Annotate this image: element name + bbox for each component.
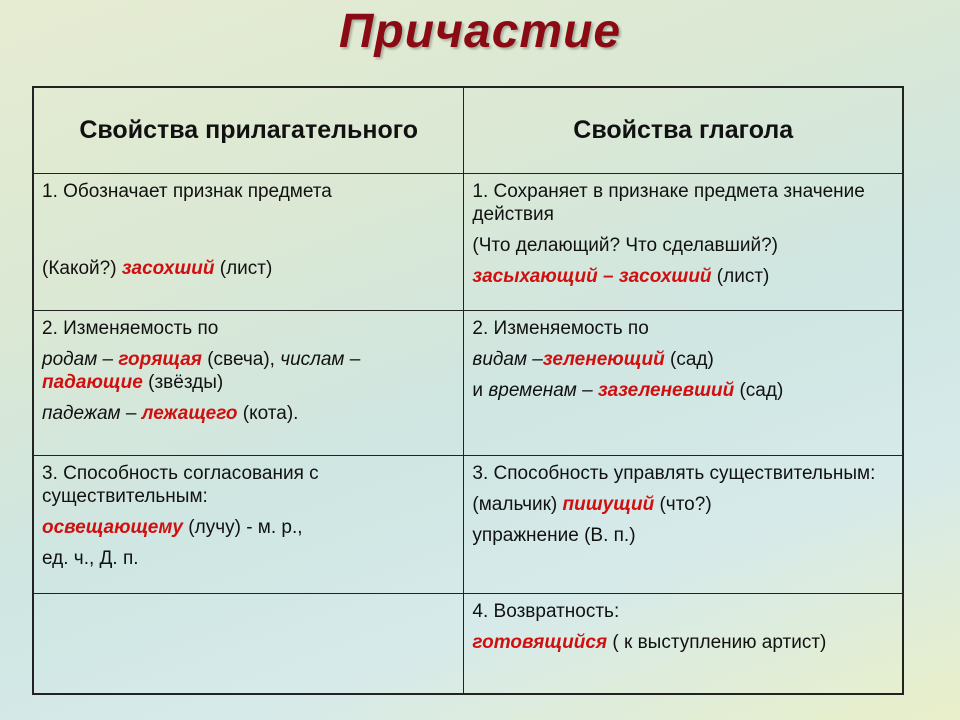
cell-adjective-3 — [33, 455, 464, 593]
cell-example — [42, 348, 455, 394]
cell-text: 4. Возвратность: — [472, 600, 620, 622]
example-participle: пишущий — [562, 493, 655, 515]
example-participle: зеленеющий — [542, 348, 665, 370]
category-term: видам — [472, 348, 528, 370]
example-text: – — [97, 348, 119, 370]
cell-example — [42, 402, 455, 425]
cell-adjective-4-empty — [33, 593, 464, 694]
example-text: и — [472, 379, 489, 401]
example-text: (лучу) - м. р., — [183, 516, 303, 538]
table-row — [33, 310, 903, 455]
cell-text: 2. Изменяемость по — [42, 317, 219, 339]
example-text: – — [344, 348, 361, 370]
cell-text: 1. Сохраняет в признаке предмета значение действия — [472, 180, 865, 225]
example-participle: лежащего — [141, 402, 238, 424]
cell-example — [472, 265, 894, 288]
cell-verb-3 — [464, 455, 903, 593]
category-term: временам — [488, 379, 577, 401]
cell-text: ед. ч., Д. п. — [42, 547, 139, 569]
category-term: родам — [42, 348, 98, 370]
table-row — [33, 173, 903, 310]
cell-text: 3. Способность управлять существительным: — [472, 462, 876, 484]
cell-example — [472, 493, 894, 516]
example-text: – — [120, 402, 142, 424]
category-term: числам — [280, 348, 345, 370]
cell-adjective-2 — [33, 310, 464, 455]
cell-text: 1. Обозначает признак предмета — [42, 180, 332, 202]
table-header-row — [33, 87, 903, 173]
table-row — [33, 593, 903, 694]
cell-text: упражнение (В. п.) — [472, 524, 636, 546]
cell-verb-1 — [464, 173, 903, 310]
example-text: (лист) — [214, 257, 273, 279]
participle-properties-table — [32, 86, 904, 695]
example-text: (кота). — [237, 402, 299, 424]
cell-example — [42, 257, 455, 280]
category-term: падежам — [42, 402, 121, 424]
example-participle: готовящийся — [472, 631, 608, 653]
page-title: Причастие — [338, 5, 622, 58]
example-text: (мальчик) — [472, 493, 563, 515]
example-text: (лист) — [711, 265, 770, 287]
cell-text: 3. Способность согласования с существительным: — [42, 462, 319, 507]
example-participle: зазеленевший — [597, 379, 735, 401]
cell-adjective-1 — [33, 173, 464, 310]
example-participle: засыхающий – засохший — [472, 265, 712, 287]
cell-verb-2 — [464, 310, 903, 455]
cell-example — [42, 516, 455, 539]
cell-example — [472, 379, 894, 402]
cell-verb-4 — [464, 593, 903, 694]
example-text: (сад) — [664, 348, 714, 370]
header-adjective-properties: Свойства прилагательного — [33, 87, 464, 173]
example-text: (сад) — [734, 379, 784, 401]
example-text: (свеча), — [201, 348, 281, 370]
example-text: (что?) — [654, 493, 712, 515]
cell-text: 2. Изменяемость по — [472, 317, 649, 339]
example-participle: падающие — [42, 371, 143, 393]
cell-example — [472, 348, 894, 371]
example-participle: засохший — [121, 257, 215, 279]
cell-text: (Что делающий? Что сделавший?) — [472, 234, 779, 256]
example-text: – — [527, 348, 543, 370]
header-verb-properties: Свойства глагола — [464, 87, 903, 173]
cell-spacer — [42, 211, 455, 257]
example-participle: горящая — [118, 348, 202, 370]
example-text: – — [576, 379, 598, 401]
example-participle: освещающему — [42, 516, 183, 538]
example-text: (звёзды) — [142, 371, 224, 393]
cell-example — [472, 631, 894, 654]
example-text: (Какой?) — [42, 257, 122, 279]
table-row — [33, 455, 903, 593]
example-text: ( к выступлению артист) — [607, 631, 827, 653]
